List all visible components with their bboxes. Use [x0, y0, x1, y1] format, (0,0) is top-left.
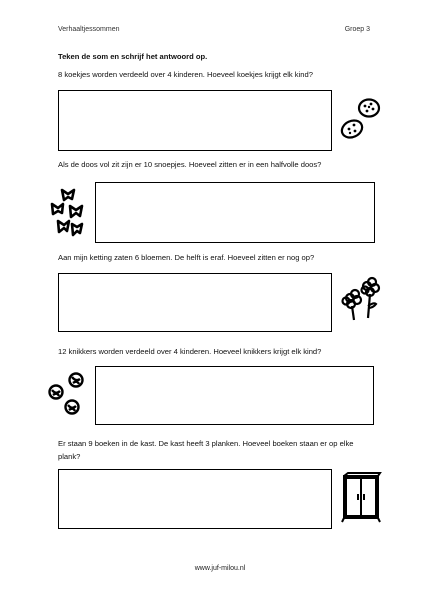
answer-box-2[interactable] [95, 182, 375, 243]
question-1-text: 8 koekjes worden verdeeld over 4 kinderen. Hoeveel koekjes krijgt elk kind? [58, 70, 313, 79]
question-2-text: Als de doos vol zit zijn er 10 snoepjes. Hoeveel zitten er in een halfvolle doos? [58, 160, 322, 169]
marbles-icon [46, 370, 88, 418]
flowers-icon [340, 276, 384, 324]
question-5-text: Er staan 9 boeken in de kast. De kast heeft 3 planken. Hoeveel boeken staan er op elke plank? [58, 439, 354, 461]
worksheet-title: Verhaaltjessommen [58, 26, 120, 33]
grade-label: Groep 3 [344, 26, 370, 33]
question-3-text: Aan mijn ketting zaten 6 bloemen. De helft is eraf. Hoeveel zitten er nog op? [58, 253, 315, 262]
answer-box-5[interactable] [58, 469, 332, 529]
instruction-text: Teken de som en schrijf het antwoord op. [58, 52, 208, 61]
answer-box-3[interactable] [58, 273, 332, 332]
footer-url: www.juf-milou.nl [194, 565, 246, 572]
cupboard-icon [340, 472, 382, 524]
question-4-text: 12 knikkers worden verdeeld over 4 kinderen. Hoeveel knikkers krijgt elk kind? [58, 347, 322, 356]
cookies-icon [336, 95, 386, 145]
candies-icon [48, 186, 88, 242]
answer-box-1[interactable] [58, 90, 332, 151]
answer-box-4[interactable] [95, 366, 374, 425]
